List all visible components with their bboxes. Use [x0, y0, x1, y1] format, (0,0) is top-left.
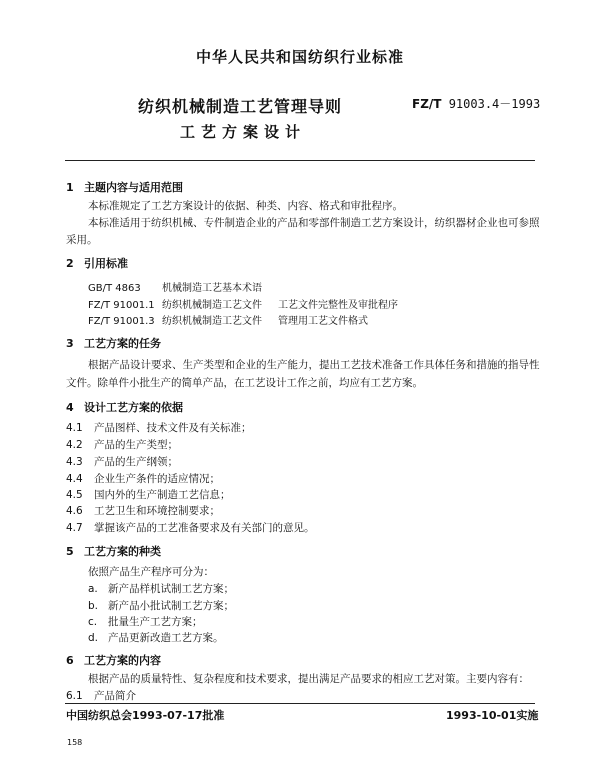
- list-item-text: 产品的生产纲领；: [94, 456, 178, 468]
- reference-row: [88, 279, 262, 294]
- section-1-number: 1: [66, 181, 74, 194]
- approval-date: 中国纺织总会1993-07-17批准: [66, 709, 225, 722]
- list-item-text: 产品更新改造工艺方案。: [108, 632, 224, 644]
- section-1-heading: [66, 179, 183, 195]
- section-3-title: 工艺方案的任务: [84, 337, 161, 350]
- section-1-paragraph-1: 本标准规定了工艺方案设计的依据、种类、内容、格式和审批程序。: [88, 200, 403, 212]
- list-item: [88, 581, 234, 596]
- section-6-heading: [66, 652, 161, 668]
- list-item-text: 国内外的生产制造工艺信息；: [94, 489, 231, 501]
- list-item-number: b.: [88, 600, 99, 612]
- subsection-number: 6.1: [66, 690, 83, 702]
- list-item: [88, 630, 224, 645]
- section-5-title: 工艺方案的种类: [84, 545, 161, 558]
- list-item-text: 工艺卫生和环境控制要求；: [94, 505, 220, 517]
- standard-number: [412, 95, 540, 112]
- list-item-number: 4.3: [66, 456, 83, 468]
- list-item-number: c.: [88, 616, 98, 628]
- list-item: [88, 614, 203, 629]
- list-item-number: 4.4: [66, 473, 83, 485]
- section-3-line-1: 根据产品设计要求、生产类型和企业的生产能力，提出工艺技术准备工作具体任务和措施的指导性: [88, 359, 540, 371]
- standard-prefix: FZ/T: [412, 97, 442, 111]
- section-3-line-2: 文件。除单件小批生产的简单产品，在工艺设计工作之前，均应有工艺方案。: [66, 377, 423, 389]
- reference-row: [88, 296, 398, 311]
- reference-row: [88, 312, 368, 327]
- list-item: [66, 471, 220, 486]
- list-item-number: 4.7: [66, 522, 83, 534]
- standard-code: 91003.4－1993: [448, 97, 541, 111]
- section-2-title: 引用标准: [84, 257, 128, 270]
- footer-rule: [65, 703, 535, 704]
- section-4-title: 设计工艺方案的依据: [84, 401, 183, 414]
- page-number: 158: [67, 738, 83, 747]
- section-4-heading: [66, 399, 183, 415]
- list-item-number: 4.1: [66, 422, 83, 434]
- section-2-heading: [66, 255, 128, 271]
- list-item: [88, 598, 234, 613]
- section-5-heading: [66, 543, 161, 559]
- section-2-number: 2: [66, 257, 74, 270]
- list-item-number: 4.6: [66, 505, 83, 517]
- section-6-line-1: 根据产品的质量特性、复杂程度和技术要求，提出满足产品要求的相应工艺对策。主要内容有：: [88, 673, 529, 685]
- reference-code: FZ/T 91001.3: [88, 316, 155, 327]
- section-4-number: 4: [66, 401, 74, 414]
- document-title: 纺织机械制造工艺管理导则: [138, 97, 343, 116]
- list-item: [66, 420, 252, 435]
- header-rule: [65, 160, 535, 161]
- org-standard-header: 中华人民共和国纺织行业标准: [195, 48, 404, 66]
- reference-name: 纺织机械制造工艺文件: [162, 300, 262, 311]
- section-1-title: 主题内容与适用范围: [84, 181, 183, 194]
- list-item-number: d.: [88, 632, 99, 644]
- list-item: [66, 487, 231, 502]
- reference-code: FZ/T 91001.1: [88, 300, 155, 311]
- list-item-text: 新产品小批试制工艺方案；: [108, 600, 234, 612]
- section-6-title: 工艺方案的内容: [84, 654, 161, 667]
- subsection-title: 产品简介: [94, 690, 136, 702]
- reference-extra: 工艺文件完整性及审批程序: [278, 300, 398, 311]
- section-6-1-heading: [66, 688, 136, 703]
- list-item: [66, 454, 178, 469]
- section-6-number: 6: [66, 654, 74, 667]
- list-item-number: 4.2: [66, 439, 83, 451]
- section-3-heading: [66, 335, 161, 351]
- list-item-text: 批量生产工艺方案；: [108, 616, 203, 628]
- reference-code: GB/T 4863: [88, 283, 141, 294]
- list-item: [66, 437, 178, 452]
- section-5-number: 5: [66, 545, 74, 558]
- section-1-paragraph-2-line-2: 采用。: [66, 234, 98, 246]
- list-item-text: 新产品样机试制工艺方案；: [108, 583, 234, 595]
- list-item-text: 企业生产条件的适应情况；: [94, 473, 220, 485]
- list-item-text: 产品的生产类型；: [94, 439, 178, 451]
- document-subtitle: 工艺方案设计: [180, 123, 307, 141]
- list-item: [66, 503, 220, 518]
- list-item-number: 4.5: [66, 489, 83, 501]
- list-item: [66, 520, 315, 535]
- list-item-text: 掌握该产品的工艺准备要求及有关部门的意见。: [94, 522, 315, 534]
- reference-extra: 管理用工艺文件格式: [278, 316, 368, 327]
- section-1-paragraph-2-line-1: 本标准适用于纺织机械、专件制造企业的产品和零部件制造工艺方案设计，纺织器材企业也可参照: [88, 217, 540, 229]
- effective-date: 1993-10-01实施: [446, 709, 539, 722]
- section-3-number: 3: [66, 337, 74, 350]
- reference-name: 机械制造工艺基本术语: [162, 283, 262, 294]
- list-item-number: a.: [88, 583, 98, 595]
- reference-name: 纺织机械制造工艺文件: [162, 316, 262, 327]
- list-item-text: 产品图样、技术文件及有关标准；: [94, 422, 252, 434]
- section-5-intro: 依照产品生产程序可分为：: [88, 566, 214, 578]
